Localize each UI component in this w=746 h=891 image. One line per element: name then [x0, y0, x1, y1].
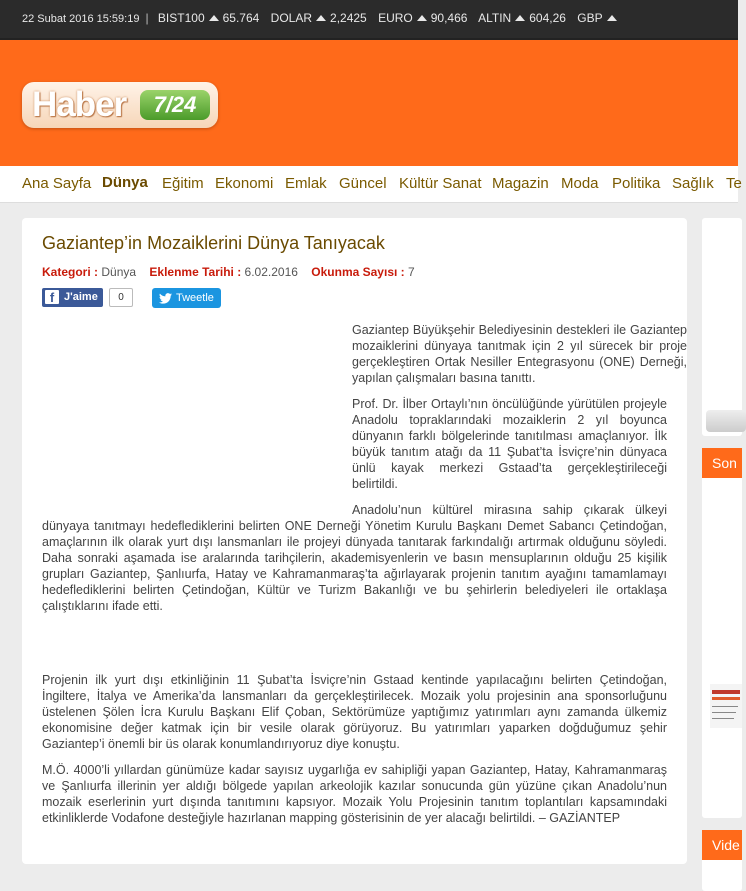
ticker-value: 604,26	[529, 11, 566, 25]
nav-item-emlak[interactable]: Emlak	[285, 175, 327, 192]
up-arrow-icon	[417, 15, 427, 21]
site-logo[interactable]	[22, 82, 218, 128]
nav-item-ekonomi[interactable]: Ekonomi	[215, 175, 274, 192]
tweet-label: Tweetle	[176, 292, 214, 304]
ticker-name: EURO	[378, 11, 413, 25]
nav-item-egitim[interactable]: Eğitim	[162, 175, 204, 192]
news-thumbnail[interactable]	[710, 684, 742, 728]
sidebar-video	[702, 830, 742, 891]
nav-item-teknoloji[interactable]: Te	[726, 175, 742, 192]
article-card	[22, 218, 687, 864]
sidebar-latest-news-title[interactable]: Son	[702, 448, 742, 478]
ticker-name: ALTIN	[478, 11, 512, 25]
ticker-value: 90,466	[430, 11, 468, 25]
ticker-name: DOLAR	[270, 11, 313, 25]
thumbnail-decor	[712, 706, 738, 707]
up-arrow-icon	[316, 15, 326, 21]
nav-item-guncel[interactable]: Güncel	[339, 175, 387, 192]
category-value[interactable]: Dünya	[101, 265, 137, 279]
logo-badge: 7/24	[140, 90, 210, 120]
sidebar-latest-news	[702, 448, 742, 818]
date-label: Eklenme Tarihi :	[149, 265, 242, 279]
thumbnail-decor	[712, 718, 734, 719]
site-header	[0, 40, 738, 166]
article-paragraph-1: Gaziantep Büyükşehir Belediyesinin destekleri ile Gaziantep mozaiklerini dünyaya tanıtmak için 2 yıl sürecek bir proje gerçekleştiren Ortak Nesiller Entegrasyonu (ONE) Derneği, yapılan çalışmaları basına tanıttı.	[352, 323, 687, 385]
nav-item-politika[interactable]: Politika	[612, 175, 661, 192]
market-ticker	[0, 0, 738, 40]
main-nav	[0, 166, 742, 203]
thumbnail-decor	[712, 712, 736, 713]
ticker-value: 2,2425	[330, 11, 367, 25]
ticker-value: 65.764	[222, 11, 260, 25]
ticker-name: BIST100	[157, 11, 205, 25]
article-paragraph-3: Anadolu’nun kültürel mirasına sahip çıkarak ülkeyi dünyaya tanıtmayı hedeflediklerini belirten ONE Derneği Yönetim Kurulu Başkanı Demet Sabancı Çetindoğan, amaçlarının ilk olarak yurt dışı lansmanları ile projeyi dünyada tanıtarak farkındalığı artırmak olduğunu söyledi. Daha sonraki aşamada ise aralarında tarihçilerin, akademisyenlerin ve basın mensuplarının olduğu 25 kişilik grupları Gaziantep, Şanlıurfa, Hatay ve Kahramanmaraş’ta ağırlayarak projenin tanıtım ayağını tamamlamayı hedeflediklerini belirten Çetindoğan, Kültür ve Turizm Bakanlığı ve bu şehirlerin belediyeleri ile ortaklaşa çalıştıklarını ifade etti.	[42, 503, 667, 613]
facebook-icon: f	[45, 290, 59, 304]
views-value: 7	[408, 265, 415, 279]
up-arrow-icon	[515, 15, 525, 21]
sidebar-widget	[702, 218, 742, 436]
up-arrow-icon	[607, 15, 617, 21]
facebook-like-button[interactable]	[42, 288, 103, 307]
ticker-separator: |	[145, 11, 149, 25]
up-arrow-icon	[209, 15, 219, 21]
nav-item-kultur-sanat[interactable]: Kültür Sanat	[399, 175, 482, 192]
facebook-like-label: J'aime	[64, 291, 98, 303]
nav-item-saglik[interactable]: Sağlık	[672, 175, 714, 192]
thumbnail-decor	[712, 697, 740, 700]
twitter-bird-icon	[159, 293, 172, 304]
ticker-item	[378, 11, 467, 25]
nav-item-magazin[interactable]: Magazin	[492, 175, 549, 192]
ticker-item	[271, 11, 367, 25]
tweet-button[interactable]	[152, 288, 221, 308]
ticker-name: GBP	[577, 11, 603, 25]
ticker-item	[478, 11, 566, 25]
nav-item-dunya[interactable]: Dünya	[102, 174, 148, 191]
article-meta	[42, 265, 425, 279]
facebook-like-count: 0	[109, 288, 133, 307]
article-paragraph-2: Prof. Dr. İlber Ortaylı’nın öncülüğünde yürütülen projeyle Anadolu topraklarındaki mozaiklerin 2 yıl boyunca dünyanın farklı bölgelerinde tanıtılması amaçlanıyor. İlk büyük tanıtım atağı da 11 Şubat’ta İsviçre’nin dünyaca ünlü kayak merkezi Gstaad’ta gerçekleştirileceği belirtildi.	[352, 397, 667, 491]
article-paragraph-5: M.Ö. 4000’li yıllardan günümüze kadar sayısız uygarlığa ev sahipliği yapan Gaziantep, Hatay, Kahramanmaraş ve Şanlıurfa illerinin yer aldığı bölgede yapılan arkeolojik kazılar sonucunda gün yüzüne çıkan Anadolu’nun mozaik eserlerinin yurt dışında tanıtımını kapsıyor. Mozaik Yolu Projesinin tanıtım toplantıları kapsamındaki etkinliklerde Vodafone desteğiyle hazırlanan mapping gösterisinin de yer alacağı belirtildi. – GAZİANTEP	[42, 763, 667, 825]
date-value: 6.02.2016	[244, 265, 298, 279]
ticker-datetime: 22 Subat 2016 15:59:19	[22, 13, 140, 25]
thumbnail-headline	[712, 690, 740, 694]
ticker-item	[577, 11, 620, 25]
ticker-item	[158, 11, 259, 25]
logo-wordmark: Haber	[32, 85, 127, 124]
category-label: Kategori :	[42, 265, 99, 279]
views-label: Okunma Sayısı :	[311, 265, 405, 279]
article-paragraph-4: Projenin ilk yurt dışı etkinliğinin 11 Şubat’ta İsviçre’nin Gstaad kentinde yapılacağını belirten Çetindoğan, İngiltere, İtalya ve Amerika’da lansmanları da gerçekleştirilecek. Mozaik yolu projesinin ana sponsorluğunu üstelenen Şölen İcra Kurulu Başkanı Elif Çoban, Sektörümüze yaptığımız yatırımları aynı zamanda ülkemiz ekonomisine değer katmak için bir vesile olarak görüyoruz. Bu yatırımları yaparken doğduğumuz şehir Gaziantep’i önemli bir üs olarak konumlandırıyoruz diye konuştu.	[42, 673, 667, 751]
nav-item-moda[interactable]: Moda	[561, 175, 599, 192]
nav-item-ana-sayfa[interactable]: Ana Sayfa	[22, 175, 92, 192]
sidebar-video-title[interactable]: Vide	[702, 830, 742, 860]
article-title: Gaziantep’in Mozaiklerini Dünya Tanıyacak	[42, 233, 385, 253]
sidebar-scroll-button[interactable]	[706, 410, 746, 432]
